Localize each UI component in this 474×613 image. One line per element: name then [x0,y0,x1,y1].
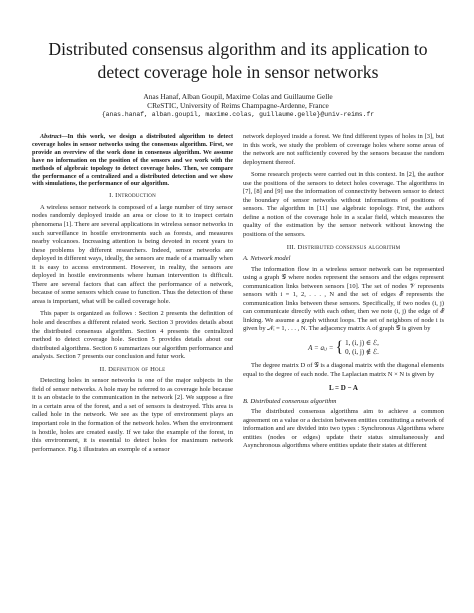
subsection-network-model: A. Network model [243,255,291,263]
subsection-distributed-consensus: B. Distributed consensus algorithm [243,397,337,405]
section-heading-introduction: I. Introduction [109,192,156,200]
intro-paragraph-2: This paper is organized as follows : Section 2 presents the definition of hole and describes a different related work. Section 3 provides details about the distributed consensus algorithm. Section 4 presents the centralized method to detect coverage hole. Section 5 provides details about our distributed algorithms. Section 6 summarizes our algorithm performance and analysis. Section 7 presents our conclusion and futur work. [32,310,233,361]
right-paragraph-2: Some research projects were carried out in this context. In [2], the author use the positions of the sensors to detect holes coverage. The algorithms in [7], [8] and [9] use the information of connectivity between sensor to detect the boundary of sensor networks without informations of positions of sensors. The algorithm in [11] use algebraic topology. First, the authors define a notion of the coverage hole in a scalar field, which measures the quality of the estimation by the sensor network without knowing the positions of the sensors. [243,171,444,239]
section-heading-definition-of-hole: II. Definition of Hole [99,365,166,373]
abstract-text: —In this work, we design a distributed algorithm to detect coverage holes in sensor networks using the consensus algorithm. First, we provide an overview of the work done in consensus algorithm. We assume have no information on the position of the sensors and we work with the methods of algebraic topology to detect coverage holes. Then, we compare the performance of a centralized and a distributed detection and we show with simulations, the performance of our algorithm. [32,133,233,188]
author-list: Anas Hanaf, Alban Goupil, Maxime Colas and Guillaume Gelle [143,92,333,101]
intro-paragraph-1: A wireless sensor network is composed of a large number of tiny sensor nodes randomly deployed inside an area or close to it to inspect certain phenomena [1]. There are several applications in wireless sensor networks in such surveillance in hostile environments such as forests, and measures nearby volcanoes. Increasing attention is being devoted in recent years to these problems by different researchers. Indeed, sensor networks are deployed in different ways, ideally, the sensors are made of a manually when it is easy to access environment. However, in reality, the sensors are deployed in hostile environments where human intervention is difficult. There are several factors that can affect the performance of a network, because of some sensors which cease to function. Thus the detection of these areas is important, what will be called coverage hole. [32,203,233,305]
adjacency-case-2: 0, (i, j) ∉ ℰ. [345,348,379,357]
adjacency-equation-lhs: A = aᵢⱼ = [308,343,334,352]
right-column [243,133,444,458]
right-paragraph-1: network deployed inside a forest. We find different types of holes in [3], but in this work, we study the problem of coverage holes where some areas of the network are not sufficiently covered by the sensors because the random deployment thereof. [243,133,444,166]
network-model-paragraph-1: The information flow in a wireless sensor network can be represented using a graph 𝒢 where nodes represent the sensors and the edges represent communication links between sensors [10]. The set of nodes 𝒱 represents sensors with i = 1, 2, . . . , N and the set of edges ℰ represents the communication links between these sensors. Specifically, if two nodes (i, j) can communicate directly with each other, then we note (i, j) the edge of ℰ linking. We assume a graph without loops. The set of neighbors of node i is given by 𝒩ᵢ = 1, . . . , N. The adjacency matrix A of graph 𝒢 is given by [243,265,444,333]
adjacency-cases [345,339,379,357]
adjacency-case-1: 1, (i, j) ∈ ℰ, [345,339,379,348]
network-model-paragraph-2: The degree matrix D of 𝒢 is a diagonal matrix with the diagonal elements equal to the degree of each node. The Laplacian matrix N × N is given by [243,362,444,378]
hole-paragraph-1: Detecting holes in sensor networks is one of the major subjects in the field of sensor networks. A hole may be referred to as coverage hole because it is an obstacle to the communication in the network [2]. We suppose a fire in a certain area of the forest, and a set of sensors is destroyed. This area is called hole in the network. We see as the type of environment plays an important role in the formation of the network holes. When the environment is hostile, holes are created easily. If we take the example of the forest, in this environment, it is essential to detect holes for maximum network performance. Fig.1 illustrates an exemple of a sensor [32,377,233,453]
abstract [32,133,233,188]
left-column [32,133,233,458]
author-emails: {anas.hanaf, alban.goupil, maxime.colas, guillaume.gelle}@univ-reims.fr [101,111,375,118]
paper-title: Distributed consensus algorithm and its application to detect coverage hole in sensor networks [48,39,428,82]
adjacency-equation [243,339,444,357]
two-column-body [32,133,444,458]
brace-glyph: { [335,339,344,357]
consensus-paragraph-1: The distributed consensus algorithms aim to achieve a common agreement on a value or a decision between entities constituting a network of information and are divided into two types : Synchronous Algorithms where entities (nodes or edges) update their status simultaneously and Asynchronous algorithms where entities update their states at different [243,408,444,450]
affiliation: CReSTIC, University of Reims Champagne-Ardenne, France [147,101,329,110]
abstract-lead: Abstract [40,133,62,140]
section-heading-consensus: III. Distributed consensus algorithm [286,243,401,251]
laplacian-equation: L = D − A [329,384,358,393]
